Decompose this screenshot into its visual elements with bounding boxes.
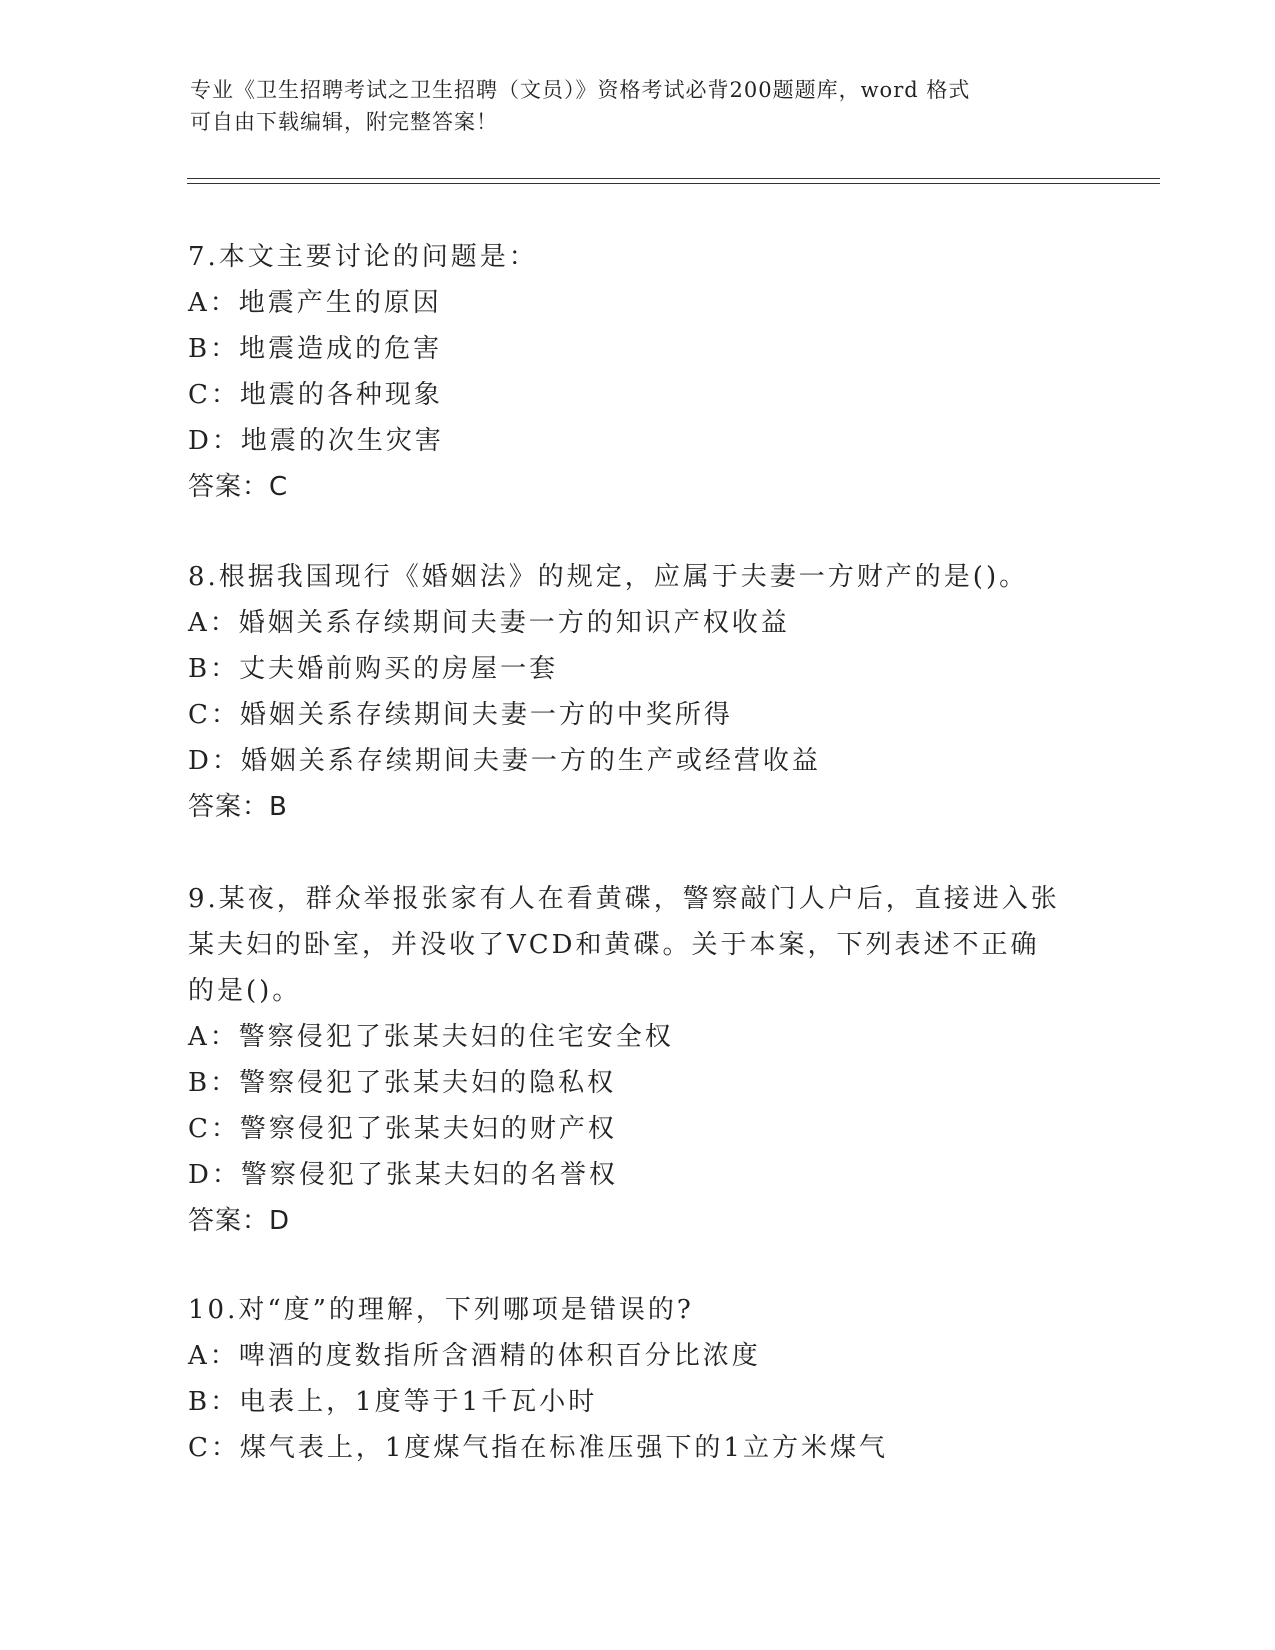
option-a: A：警察侵犯了张某夫妇的住宅安全权 (188, 1022, 674, 1052)
question-8 (188, 554, 1088, 830)
answer-line: 答案：C (188, 472, 289, 502)
option-d: D：婚姻关系存续期间夫妻一方的生产或经营收益 (188, 746, 821, 776)
option-b: B：地震造成的危害 (188, 334, 443, 364)
option-b: B：丈夫婚前购买的房屋一套 (188, 654, 559, 684)
question-stem: 7.本文主要讨论的问题是： (188, 242, 538, 272)
option-b: B：警察侵犯了张某夫妇的隐私权 (188, 1068, 617, 1098)
header-divider-bottom (187, 183, 1160, 184)
option-a: A：婚姻关系存续期间夫妻一方的知识产权收益 (188, 608, 790, 638)
header-line-1: 专业《卫生招聘考试之卫生招聘（文员）》资格考试必背200题题库，word 格式 (190, 78, 971, 102)
option-d: D：地震的次生灾害 (188, 426, 444, 456)
option-d: D：警察侵犯了张某夫妇的名誉权 (188, 1160, 618, 1190)
option-c: C：煤气表上，1度煤气指在标准压强下的1立方米煤气 (188, 1433, 888, 1463)
option-b: B：电表上，1度等于1千瓦小时 (188, 1387, 598, 1417)
header-line-2: 可自由下载编辑，附完整答案！ (190, 110, 498, 134)
answer-line: 答案：B (188, 792, 288, 822)
answer-line: 答案：D (188, 1206, 291, 1236)
question-stem: 10.对“度”的理解，下列哪项是错误的? (188, 1295, 694, 1325)
question-7 (188, 234, 1088, 510)
question-stem: 8.根据我国现行《婚姻法》的规定，应属于夫妻一方财产的是()。 (188, 562, 1029, 592)
option-a: A：地震产生的原因 (188, 288, 442, 318)
question-9 (188, 876, 1088, 1244)
option-c: C：地震的各种现象 (188, 380, 443, 410)
option-c: C：婚姻关系存续期间夫妻一方的中奖所得 (188, 700, 733, 730)
option-a: A：啤酒的度数指所含酒精的体积百分比浓度 (188, 1341, 761, 1371)
option-c: C：警察侵犯了张某夫妇的财产权 (188, 1114, 617, 1144)
document-header (190, 74, 1090, 138)
question-10 (188, 1287, 1088, 1471)
header-divider-top (187, 178, 1160, 179)
question-stem: 9.某夜，群众举报张家有人在看黄碟，警察敲门人户后，直接进入张某夫妇的卧室，并没收了VCD和黄碟。关于本案，下列表述不正确的是()。 (188, 884, 1060, 1006)
